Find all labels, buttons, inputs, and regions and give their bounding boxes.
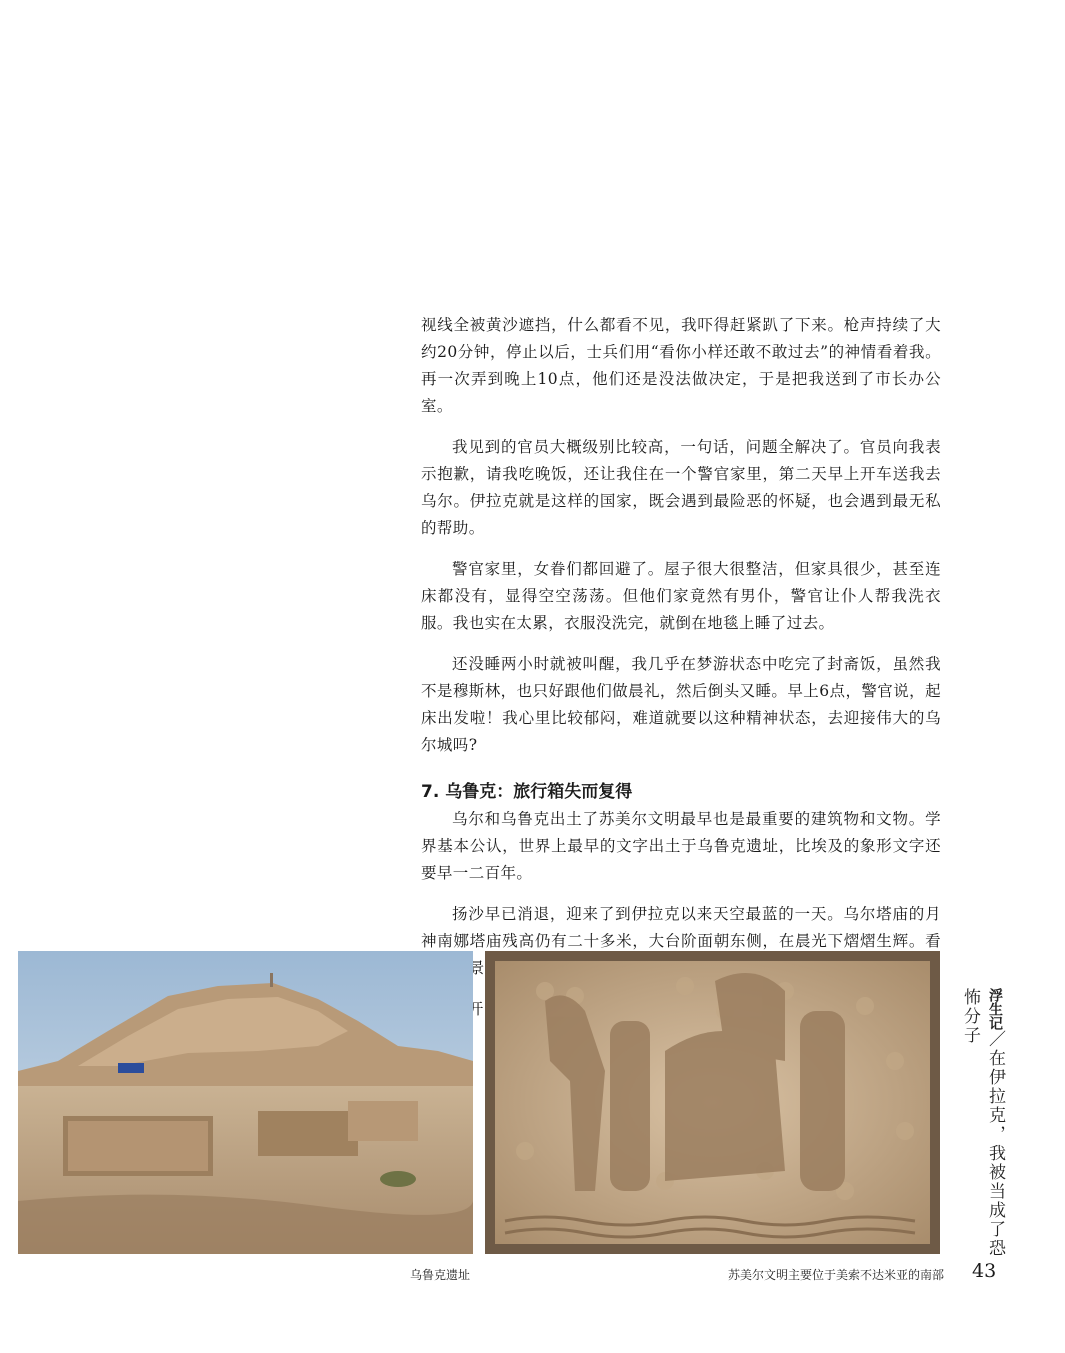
paragraph: 还没睡两小时就被叫醒，我几乎在梦游状态中吃完了封斋饭，虽然我不是穆斯林，也只好跟他们做晨礼，然后倒头又睡。早上6点，警官说，起床出发啦！我心里比较郁闷，难道就要以这种精神状态，去迎接伟大的乌尔城吗? [421, 655, 941, 754]
body-text-top [421, 312, 941, 1037]
magazine-brand: 浮生记 [987, 988, 1003, 1030]
paragraph: 乌尔和乌鲁克出土了苏美尔文明最早也是最重要的建筑物和文物。学界基本公认，世界上最早的文字出土于乌鲁克遗址，比埃及的象形文字还要早一二百年。 [421, 810, 941, 882]
page-number: 43 [972, 1260, 997, 1282]
running-header [960, 988, 1008, 1258]
section-heading: 7. 乌鲁克：旅行箱失而复得 [421, 782, 633, 802]
paragraph: 警官家里，女眷们都回避了。屋子很大很整洁，但家具很少，甚至连床都没有，显得空空荡荡。但他们家竟然有男仆，警官让仆人帮我洗衣服。我也实在太累，衣服没洗完，就倒在地毯上睡了过去。 [421, 560, 941, 632]
caption-right: 苏美尔文明主要位于美索不达米亚的南部 [728, 1268, 945, 1282]
paragraph: 扬沙早已消退，迎来了到伊拉克以来天空最蓝的一天。乌尔塔庙的月神南娜塔庙残高仍有二十多米，大台阶面朝东侧，在晨光下熠熠生辉。看 景象 [421, 905, 941, 977]
sumerian-relief-photo [485, 951, 940, 1254]
paragraph: 视线全被黄沙遮挡，什么都看不见，我吓得赶紧趴了下来。枪声持续了大约20分钟，停止以后，士兵们用“看你小样还敢不敢过去”的神情看着我。再一次弄到晚上10点，他们还是没法做决定，于是把我送到了市长办公室。 [421, 316, 941, 415]
paragraph: 我见到的官员大概级别比较高，一句话，问题全解决了。官员向我表示抱歉，请我吃晚饭，还让我住在一个警官家里，第二天早上开车送我去乌尔。伊拉克就是这样的国家，既会遇到最险恶的怀疑，也会遇到最无私的帮助。 [421, 438, 941, 537]
uruk-ruins-photo [18, 951, 473, 1254]
article-title: ／在伊拉克，我被当成了恐怖分子 [960, 988, 1005, 1258]
caption-left: 乌鲁克遗址 [410, 1268, 471, 1282]
